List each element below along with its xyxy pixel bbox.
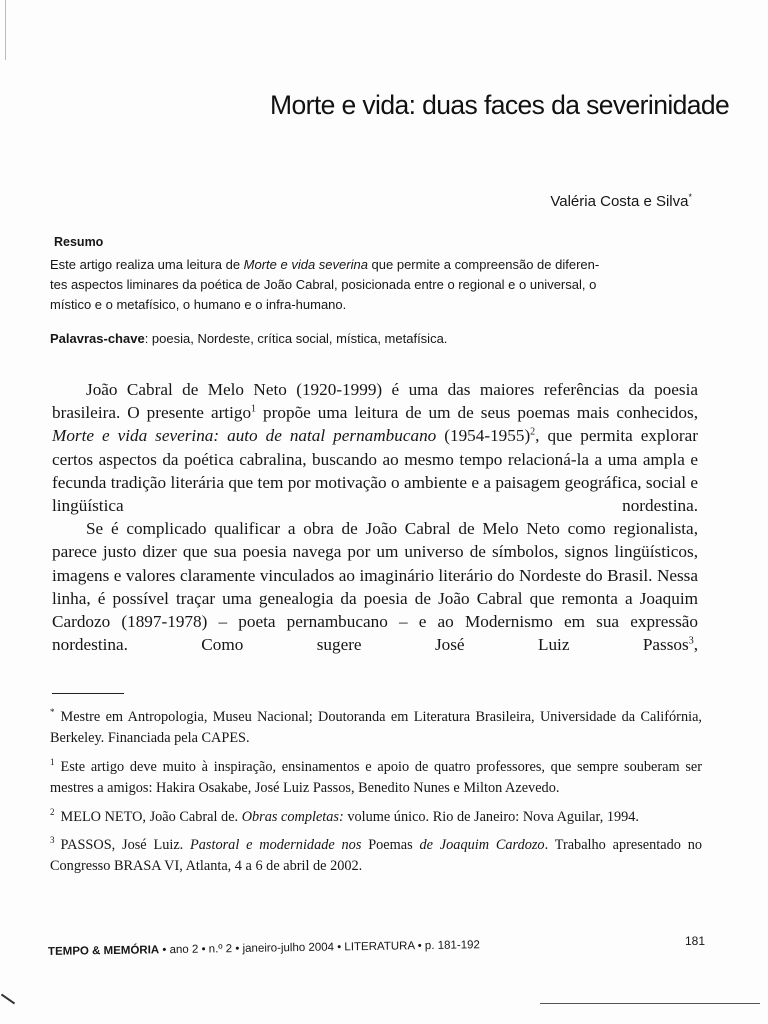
body-text-segment: ,	[693, 635, 698, 655]
footnote-mark: 2	[50, 806, 55, 817]
abstract-text-segment: Este artigo realiza uma leitura de	[50, 257, 244, 272]
body-text-segment: (1954-1955)	[436, 426, 531, 446]
footnote-ref: 3	[688, 635, 694, 647]
footnote-text: MELO NETO, João Cabral de.	[60, 808, 242, 825]
journal-name: TEMPO & MEMÓRIA	[47, 944, 160, 958]
footnote-text: Este artigo deve muito à inspiração, ensinamentos e apoio de quatro professores, que sempre souberam ser mestres a amigos: Hakira Osakabe, José Luiz Passos, Benedito Nunes e Milton Azevedo.	[50, 758, 702, 797]
abstract-line: místico e o metafísico, o humano e o infra-humano.	[50, 297, 347, 312]
work-title: Morte e vida severina: auto de natal pernambucano	[52, 426, 437, 446]
abstract-line	[50, 255, 698, 275]
abstract-heading: Resumo	[54, 235, 104, 249]
footnotes	[50, 702, 702, 880]
body-text-segment: João Cabral de Melo Neto (1920-1999) é uma das maiores referências da poesia brasileira. O presente artigo	[52, 380, 698, 423]
footnote-separator	[52, 693, 124, 694]
keywords-list: : poesia, Nordeste, crítica social, mística, metafísica.	[144, 331, 448, 346]
keywords-label: Palavras-chave	[50, 331, 145, 346]
article-body	[52, 378, 698, 656]
abstract-text	[50, 255, 698, 315]
article-author	[550, 192, 692, 210]
footnote-mark: 1	[50, 756, 55, 767]
footnote-mark: *	[50, 707, 55, 717]
footnote-text: . Trabalho apresentado no Congresso BRASA VI, Atlanta, 4 a 6 de abril de 2002.	[50, 836, 703, 875]
abstract-work-title: Morte e vida severina	[243, 257, 368, 272]
footnote	[50, 702, 702, 750]
abstract-line: tes aspectos liminares da poética de João Cabral, posicionada entre o regional e o universal, o	[50, 277, 597, 292]
journal-footer	[48, 939, 480, 958]
page-edge-mark	[5, 0, 6, 60]
author-name: Valéria Costa e Silva	[550, 193, 689, 210]
footnote-work-title: de Joaquim Cardozo	[419, 836, 545, 853]
footnote-mark: 3	[50, 834, 55, 845]
keywords	[50, 331, 447, 346]
body-paragraph	[52, 517, 698, 656]
footnote-text: Mestre em Antropologia, Museu Nacional; Doutoranda em Literatura Brasileira, Universidade da Califórnia, Berkeley. Financiada pela CAPES.	[50, 708, 702, 747]
footnote-text: PASSOS, José Luiz.	[60, 836, 191, 853]
footnote-ref: 1	[251, 403, 257, 415]
body-text-segment: , que permita explorar certos aspectos da poética cabralina, buscando ao mesmo tempo relacioná-la a uma ampla e fecunda tradição literária que tem por motivação o ambiente e a paisagem geográfica, social e lingüística nordestina.	[52, 426, 698, 516]
footnote	[50, 830, 702, 878]
page-number: 181	[685, 934, 706, 948]
footnote-work-title: Pastoral e modernidade nos	[190, 836, 362, 853]
author-footnote-mark: *	[688, 192, 692, 202]
scan-corner-mark	[1, 994, 15, 1005]
body-text-segment: Se é complicado qualificar a obra de João Cabral de Melo Neto como regionalista, parece justo dizer que sua poesia navega por um universo de símbolos, signos lingüísticos, imagens e valores claramente vinculados ao imaginário literário do Nordeste do Brasil. Nessa linha, é possível traçar uma genealogia da poesia de João Cabral que remonta a Joaquim Cardozo (1897-1978) – poeta pernambucano – e ao Modernismo em sua expressão nordestina. Como sugere José Luiz Passos	[52, 519, 698, 655]
footnote	[50, 802, 702, 828]
footnote-text: volume único. Rio de Janeiro: Nova Aguilar, 1994.	[343, 808, 640, 825]
body-paragraph	[52, 378, 698, 517]
abstract-text-segment: que permite a compreensão de diferen-	[367, 257, 600, 272]
footnote-ref: 2	[530, 426, 536, 438]
footnote	[50, 752, 702, 800]
article-title: Morte e vida: duas faces da severinidade	[270, 90, 730, 120]
body-text-segment: propõe uma leitura de um de seus poemas mais conhecidos,	[256, 403, 698, 423]
footnote-work-title: Obras completas:	[241, 808, 344, 825]
scan-bottom-line	[540, 1003, 760, 1004]
footnote-text: Poemas	[361, 836, 420, 853]
journal-details: • ano 2 • n.º 2 • janeiro-julho 2004 • LITERATURA • p. 181-192	[159, 939, 480, 957]
